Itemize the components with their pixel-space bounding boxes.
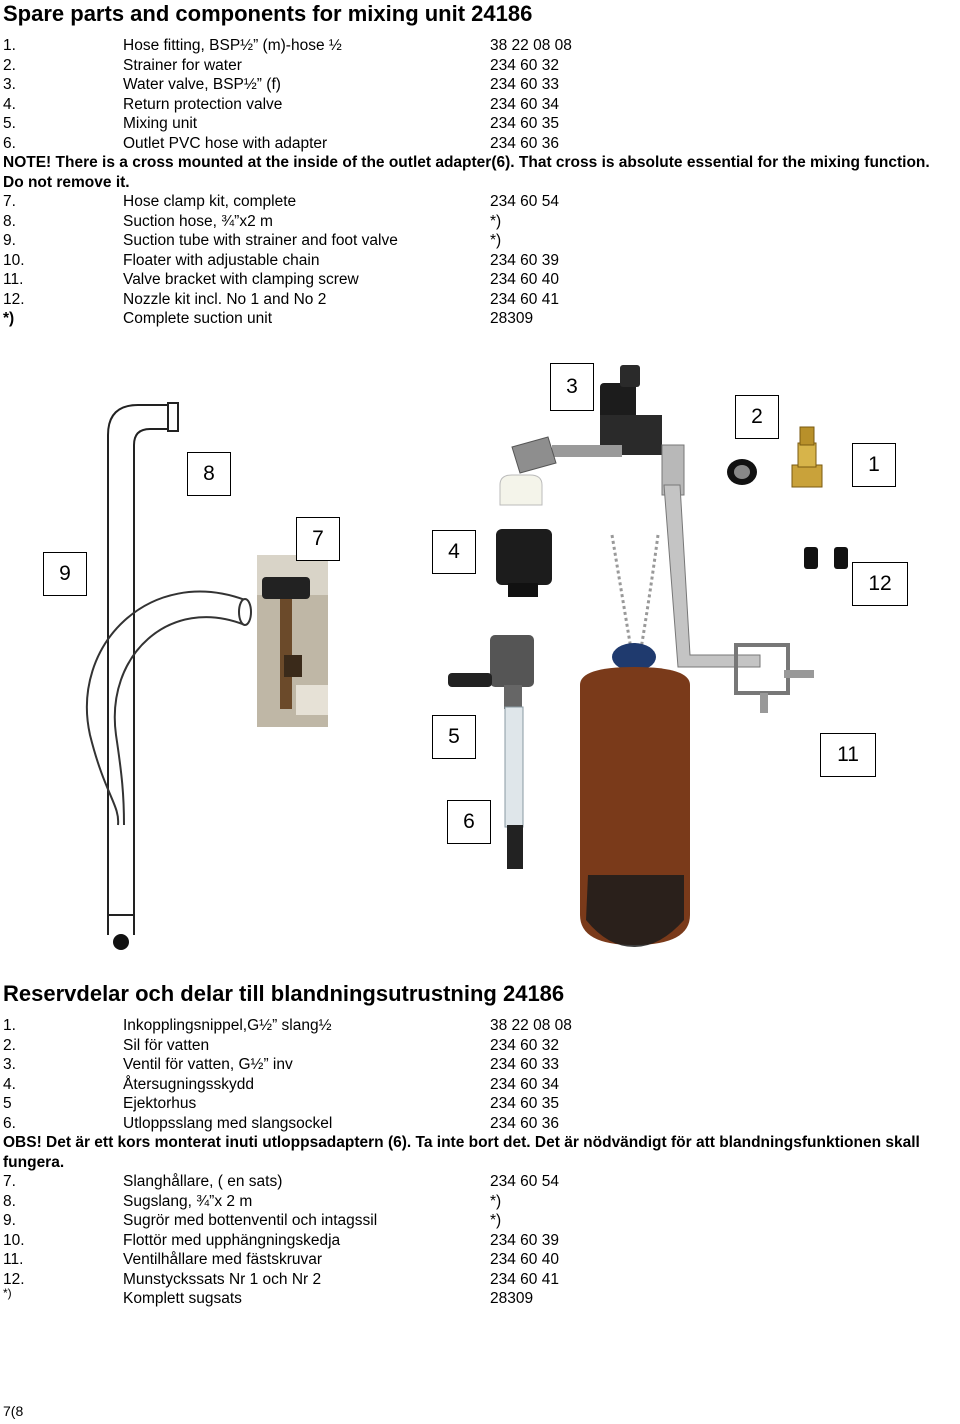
mixing-unit-illustration	[448, 635, 534, 709]
label-11: 11	[820, 733, 876, 777]
list-item	[3, 270, 953, 290]
item-number: 3.	[3, 76, 16, 93]
item-description: Nozzle kit incl. No 1 and No 2	[123, 290, 327, 308]
list-item	[3, 36, 953, 56]
list-item	[3, 1094, 953, 1114]
item-code: 28309	[490, 1290, 534, 1307]
item-description: Return protection valve	[123, 95, 283, 113]
item-number: 12.	[3, 290, 25, 308]
list-item	[3, 192, 953, 212]
item-description: Utloppsslang med slangsockel	[123, 1114, 333, 1132]
item-description: Sil för vatten	[123, 1036, 210, 1054]
parts-list-english	[3, 36, 953, 329]
label-1: 1	[852, 443, 896, 487]
item-number: 7.	[3, 193, 16, 210]
suction-hose-illustration	[87, 592, 251, 825]
item-description: Sugslang, ¾”x 2 m	[123, 1192, 253, 1210]
item-code: 234 60 34	[490, 1075, 559, 1093]
item-code: 234 60 36	[490, 1114, 559, 1132]
item-description: Complete suction unit	[123, 310, 273, 327]
nozzle-kit-illustration	[804, 547, 848, 569]
item-number: 6.	[3, 134, 16, 152]
label-12: 12	[852, 562, 908, 606]
item-number: 12.	[3, 1270, 25, 1288]
list-item	[3, 290, 953, 310]
list-item	[3, 231, 953, 251]
item-description: Inkopplingsnippel,G½” slang½	[123, 1017, 332, 1034]
item-code: *)	[490, 1192, 502, 1210]
item-code: *)	[490, 1212, 502, 1229]
label-5: 5	[432, 715, 476, 759]
item-code: 234 60 33	[490, 76, 559, 93]
item-number: 8.	[3, 1192, 16, 1210]
item-number: 7.	[3, 1173, 16, 1190]
item-number: 6.	[3, 1114, 16, 1132]
list-item	[3, 251, 953, 271]
item-description: Mixing unit	[123, 115, 198, 132]
list-item	[3, 1016, 953, 1036]
parts-illustration	[0, 355, 960, 965]
item-number: 2.	[3, 56, 16, 74]
item-description: Flottör med upphängningskedja	[123, 1231, 341, 1249]
item-description: Munstyckssats Nr 1 och Nr 2	[123, 1270, 322, 1288]
outlet-hose-illustration	[505, 707, 523, 869]
list-item	[3, 1270, 953, 1290]
list-item	[3, 1231, 953, 1251]
parts-list-swedish	[3, 1016, 953, 1309]
item-description: Outlet PVC hose with adapter	[123, 134, 328, 152]
item-number: 1.	[3, 37, 16, 54]
complete-unit-row	[3, 1286, 953, 1309]
item-code: 234 60 32	[490, 1036, 559, 1054]
item-code: 234 60 54	[490, 1173, 559, 1190]
list-item	[3, 95, 953, 115]
item-description: Hose fitting, BSP½” (m)-hose ½	[123, 37, 342, 54]
list-item	[3, 1114, 953, 1134]
item-code: 234 60 41	[490, 1270, 559, 1288]
item-number: *)	[3, 310, 15, 327]
item-number: 4.	[3, 95, 16, 113]
note-text: OBS! Det är ett kors monterat inuti utloppsadaptern (6). Ta inte bort det. Det är nödvändigt för att blandningsfunktionen skall fungera.	[3, 1134, 920, 1171]
list-item	[3, 56, 953, 76]
return-valve-illustration	[496, 529, 552, 597]
item-description: Sugrör med bottenventil och intagssil	[123, 1212, 378, 1229]
item-number: 3.	[3, 1056, 16, 1073]
item-number: 8.	[3, 212, 16, 230]
item-description: Hose clamp kit, complete	[123, 193, 297, 210]
item-number: 9.	[3, 1212, 16, 1229]
label-4: 4	[432, 530, 476, 574]
item-code: 234 60 40	[490, 271, 559, 288]
item-code: 38 22 08 08	[490, 37, 572, 54]
page-title: Spare parts and components for mixing unit 24186	[3, 1, 533, 26]
item-description: Ventil för vatten, G½” inv	[123, 1056, 293, 1073]
item-description: Suction hose, ¾”x2 m	[123, 212, 273, 230]
label-3: 3	[550, 363, 594, 411]
item-code: 234 60 39	[490, 1231, 559, 1249]
item-code: 234 60 35	[490, 115, 559, 132]
section-title-swedish: Reservdelar och delar till blandningsutrustning 24186	[3, 981, 565, 1006]
item-number: *)	[3, 1286, 12, 1300]
list-item	[3, 1250, 953, 1270]
item-description: Återsugningsskydd	[123, 1075, 254, 1093]
parts-drawing	[0, 355, 960, 965]
strainer-illustration	[727, 459, 757, 485]
item-number: 10.	[3, 251, 25, 269]
item-code: 234 60 40	[490, 1251, 559, 1268]
hose-clamp-photo	[257, 555, 328, 727]
item-number: 4.	[3, 1075, 16, 1093]
item-code: 234 60 35	[490, 1095, 559, 1112]
item-description: Ventilhållare med fästskruvar	[123, 1251, 323, 1268]
page-number: 7(8	[3, 1403, 24, 1419]
item-description: Ejektorhus	[123, 1095, 197, 1112]
item-number: 10.	[3, 1231, 25, 1249]
item-description: Slanghållare, ( en sats)	[123, 1173, 283, 1190]
suction-tube-illustration	[108, 403, 178, 950]
item-code: 234 60 32	[490, 56, 559, 74]
item-number: 2.	[3, 1036, 16, 1054]
item-description: Valve bracket with clamping screw	[123, 271, 359, 288]
list-item	[3, 114, 953, 134]
item-description: Suction tube with strainer and foot valve	[123, 232, 398, 249]
item-code: 234 60 41	[490, 290, 559, 308]
item-number: 11.	[3, 271, 24, 288]
list-item	[3, 1192, 953, 1212]
list-item	[3, 212, 953, 232]
item-code: 28309	[490, 310, 534, 327]
list-item	[3, 75, 953, 95]
item-number: 11.	[3, 1251, 24, 1268]
label-2: 2	[735, 395, 779, 439]
list-item	[3, 1036, 953, 1056]
item-description: Komplett sugsats	[123, 1290, 242, 1307]
item-number: 9.	[3, 232, 16, 249]
list-item	[3, 134, 953, 154]
label-8: 8	[187, 452, 231, 496]
item-description: Water valve, BSP½” (f)	[123, 76, 281, 93]
list-item	[3, 1172, 953, 1192]
item-code: 234 60 33	[490, 1056, 559, 1073]
item-number: 1.	[3, 1017, 16, 1034]
hose-fitting-illustration	[792, 427, 822, 487]
list-item	[3, 1055, 953, 1075]
item-number: 5	[3, 1095, 12, 1112]
item-code: 234 60 34	[490, 95, 559, 113]
item-description: Floater with adjustable chain	[123, 251, 320, 269]
label-6: 6	[447, 800, 491, 844]
list-item	[3, 1211, 953, 1231]
item-code: 234 60 54	[490, 193, 559, 210]
note-text: NOTE! There is a cross mounted at the inside of the outlet adapter(6). That cross is absolute essential for the mixing function. Do not remove it.	[3, 154, 930, 191]
item-code: 38 22 08 08	[490, 1017, 572, 1034]
item-description: Strainer for water	[123, 56, 242, 74]
item-code: *)	[490, 232, 502, 249]
list-item	[3, 1075, 953, 1095]
item-number: 5.	[3, 115, 16, 132]
label-7: 7	[296, 517, 340, 561]
item-code: 234 60 36	[490, 134, 559, 152]
item-code: *)	[490, 212, 502, 230]
complete-unit-row	[3, 309, 953, 329]
item-code: 234 60 39	[490, 251, 559, 269]
label-9: 9	[43, 552, 87, 596]
